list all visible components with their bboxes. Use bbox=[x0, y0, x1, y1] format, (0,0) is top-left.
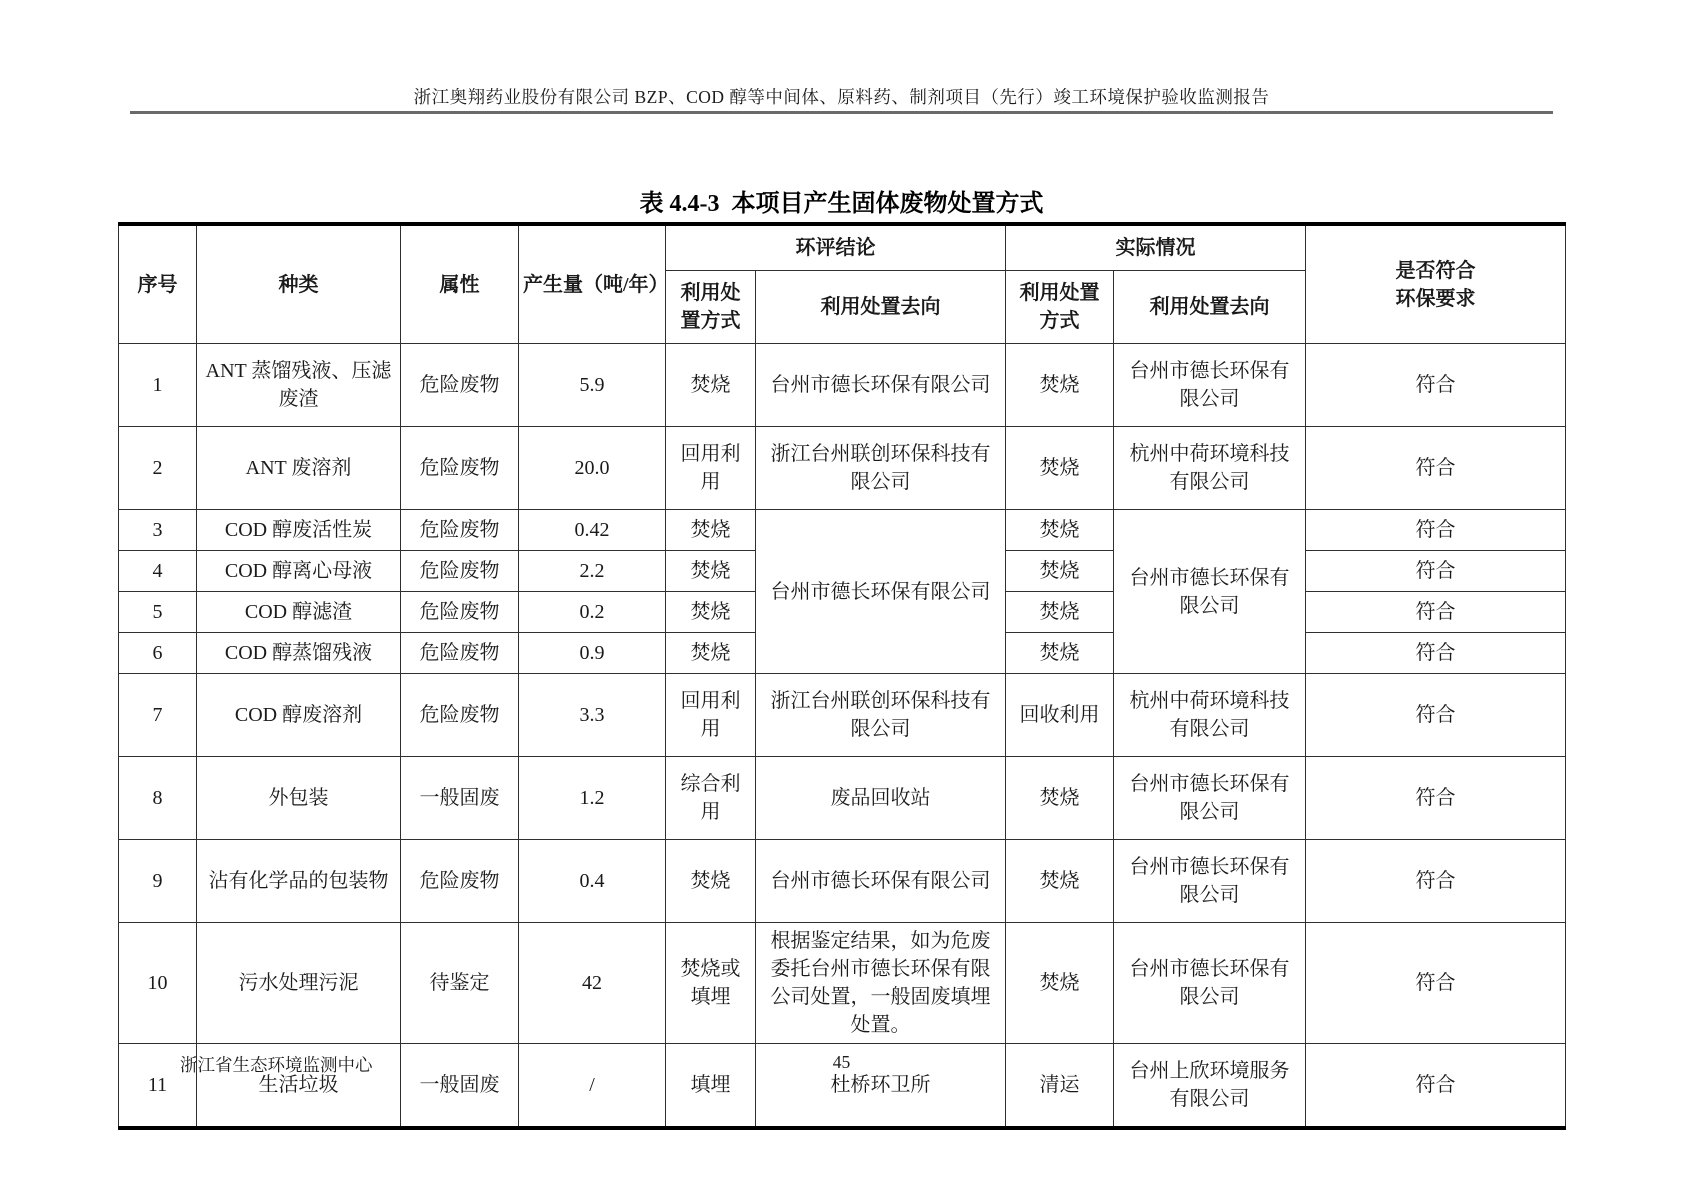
cell-kind: ANT 废溶剂 bbox=[197, 427, 401, 510]
cell-amount: 1.2 bbox=[519, 757, 666, 840]
col-header-eia-method: 利用处置方式 bbox=[666, 271, 756, 344]
cell-eia-destination: 废品回收站 bbox=[756, 757, 1006, 840]
cell-compliance: 符合 bbox=[1306, 510, 1566, 551]
cell-serial: 9 bbox=[119, 840, 197, 923]
cell-actual-method: 焚烧 bbox=[1006, 757, 1114, 840]
cell-compliance: 符合 bbox=[1306, 633, 1566, 674]
cell-actual-destination: 杭州中荷环境科技有限公司 bbox=[1114, 674, 1306, 757]
cell-eia-method: 综合利用 bbox=[666, 757, 756, 840]
cell-eia-destination: 浙江台州联创环保科技有限公司 bbox=[756, 674, 1006, 757]
cell-actual-destination: 台州市德长环保有限公司 bbox=[1114, 510, 1306, 674]
cell-actual-method: 焚烧 bbox=[1006, 551, 1114, 592]
cell-amount: 0.4 bbox=[519, 840, 666, 923]
cell-kind: 外包装 bbox=[197, 757, 401, 840]
cell-eia-destination: 台州市德长环保有限公司 bbox=[756, 344, 1006, 427]
table-row bbox=[119, 840, 1566, 923]
cell-serial: 8 bbox=[119, 757, 197, 840]
compliance-header-line-1: 是否符合 bbox=[1395, 259, 1476, 282]
cell-compliance: 符合 bbox=[1306, 427, 1566, 510]
cell-eia-method: 焚烧 bbox=[666, 510, 756, 551]
cell-attribute: 一般固废 bbox=[401, 1044, 519, 1129]
cell-actual-method: 焚烧 bbox=[1006, 427, 1114, 510]
cell-eia-method: 焚烧 bbox=[666, 633, 756, 674]
cell-kind: ANT 蒸馏残液、压滤废渣 bbox=[197, 344, 401, 427]
cell-serial: 5 bbox=[119, 592, 197, 633]
col-header-amount: 产生量（吨/年） bbox=[519, 224, 666, 344]
cell-attribute: 一般固废 bbox=[401, 757, 519, 840]
cell-amount: 20.0 bbox=[519, 427, 666, 510]
cell-attribute: 危险废物 bbox=[401, 551, 519, 592]
cell-eia-destination: 杜桥环卫所 bbox=[756, 1044, 1006, 1129]
solid-waste-disposal-table bbox=[118, 222, 1566, 1130]
cell-kind: 生活垃圾 bbox=[197, 1044, 401, 1129]
cell-actual-method: 回收利用 bbox=[1006, 674, 1114, 757]
col-header-compliance bbox=[1306, 224, 1566, 344]
cell-eia-destination: 根据鉴定结果，如为危废委托台州市德长环保有限公司处置，一般固废填埋处置。 bbox=[756, 923, 1006, 1044]
cell-eia-method: 焚烧 bbox=[666, 551, 756, 592]
cell-amount: 0.42 bbox=[519, 510, 666, 551]
cell-attribute: 危险废物 bbox=[401, 633, 519, 674]
cell-serial: 3 bbox=[119, 510, 197, 551]
cell-actual-destination: 台州市德长环保有限公司 bbox=[1114, 757, 1306, 840]
cell-actual-method: 焚烧 bbox=[1006, 344, 1114, 427]
cell-kind: 污水处理污泥 bbox=[197, 923, 401, 1044]
cell-kind: COD 醇废溶剂 bbox=[197, 674, 401, 757]
cell-eia-method: 回用利用 bbox=[666, 427, 756, 510]
cell-compliance: 符合 bbox=[1306, 923, 1566, 1044]
cell-actual-method: 焚烧 bbox=[1006, 592, 1114, 633]
cell-attribute: 危险废物 bbox=[401, 427, 519, 510]
cell-compliance: 符合 bbox=[1306, 1044, 1566, 1129]
cell-actual-destination: 杭州中荷环境科技有限公司 bbox=[1114, 427, 1306, 510]
table-row bbox=[119, 510, 1566, 551]
cell-compliance: 符合 bbox=[1306, 592, 1566, 633]
cell-attribute: 危险废物 bbox=[401, 840, 519, 923]
table-row bbox=[119, 674, 1566, 757]
col-header-serial: 序号 bbox=[119, 224, 197, 344]
cell-amount: 0.9 bbox=[519, 633, 666, 674]
cell-compliance: 符合 bbox=[1306, 344, 1566, 427]
cell-eia-destination: 台州市德长环保有限公司 bbox=[756, 840, 1006, 923]
cell-serial: 7 bbox=[119, 674, 197, 757]
cell-amount: 2.2 bbox=[519, 551, 666, 592]
col-group-header-actual: 实际情况 bbox=[1006, 224, 1306, 271]
report-header-title: 浙江奥翔药业股份有限公司 BZP、COD 醇等中间体、原料药、制剂项目（先行）竣工环境保护验收监测报告 bbox=[413, 87, 1270, 107]
cell-amount: 0.2 bbox=[519, 592, 666, 633]
col-header-actual-destination: 利用处置去向 bbox=[1114, 271, 1306, 344]
cell-eia-destination: 台州市德长环保有限公司 bbox=[756, 510, 1006, 674]
cell-actual-method: 清运 bbox=[1006, 1044, 1114, 1129]
cell-eia-method: 回用利用 bbox=[666, 674, 756, 757]
cell-actual-method: 焚烧 bbox=[1006, 633, 1114, 674]
cell-eia-destination: 浙江台州联创环保科技有限公司 bbox=[756, 427, 1006, 510]
table-row bbox=[119, 427, 1566, 510]
cell-kind: COD 醇蒸馏残液 bbox=[197, 633, 401, 674]
cell-serial: 1 bbox=[119, 344, 197, 427]
col-header-eia-destination: 利用处置去向 bbox=[756, 271, 1006, 344]
table-row bbox=[119, 344, 1566, 427]
cell-serial: 11 bbox=[119, 1044, 197, 1129]
header-rule bbox=[130, 111, 1553, 114]
cell-actual-destination: 台州市德长环保有限公司 bbox=[1114, 923, 1306, 1044]
cell-actual-method: 焚烧 bbox=[1006, 510, 1114, 551]
cell-serial: 10 bbox=[119, 923, 197, 1044]
col-header-attribute: 属性 bbox=[401, 224, 519, 344]
footer-org-name: 浙江省生态环境监测中心 bbox=[180, 1055, 373, 1075]
cell-actual-method: 焚烧 bbox=[1006, 923, 1114, 1044]
cell-eia-method: 焚烧 bbox=[666, 344, 756, 427]
col-header-actual-method: 利用处置方式 bbox=[1006, 271, 1114, 344]
cell-actual-destination: 台州市德长环保有限公司 bbox=[1114, 840, 1306, 923]
table-row bbox=[119, 923, 1566, 1044]
cell-actual-destination: 台州市德长环保有限公司 bbox=[1114, 344, 1306, 427]
cell-compliance: 符合 bbox=[1306, 551, 1566, 592]
cell-eia-method: 焚烧 bbox=[666, 840, 756, 923]
cell-kind: COD 醇废活性炭 bbox=[197, 510, 401, 551]
cell-serial: 6 bbox=[119, 633, 197, 674]
cell-amount: 42 bbox=[519, 923, 666, 1044]
cell-eia-method: 填埋 bbox=[666, 1044, 756, 1129]
table-header-row-1 bbox=[119, 224, 1566, 271]
cell-eia-method: 焚烧或填埋 bbox=[666, 923, 756, 1044]
cell-attribute: 危险废物 bbox=[401, 674, 519, 757]
cell-kind: 沾有化学品的包装物 bbox=[197, 840, 401, 923]
table-row bbox=[119, 757, 1566, 840]
cell-attribute: 危险废物 bbox=[401, 510, 519, 551]
cell-actual-destination: 台州上欣环境服务有限公司 bbox=[1114, 1044, 1306, 1129]
page-number: 45 bbox=[832, 1052, 851, 1072]
compliance-header-line-2: 环保要求 bbox=[1395, 287, 1476, 310]
table-title: 表 4.4-3 本项目产生固体废物处置方式 bbox=[639, 191, 1044, 217]
cell-attribute: 待鉴定 bbox=[401, 923, 519, 1044]
cell-serial: 4 bbox=[119, 551, 197, 592]
cell-actual-method: 焚烧 bbox=[1006, 840, 1114, 923]
cell-amount: 5.9 bbox=[519, 344, 666, 427]
cell-attribute: 危险废物 bbox=[401, 592, 519, 633]
cell-kind: COD 醇离心母液 bbox=[197, 551, 401, 592]
cell-compliance: 符合 bbox=[1306, 757, 1566, 840]
cell-amount: 3.3 bbox=[519, 674, 666, 757]
cell-serial: 2 bbox=[119, 427, 197, 510]
cell-compliance: 符合 bbox=[1306, 674, 1566, 757]
col-header-kind: 种类 bbox=[197, 224, 401, 344]
cell-eia-method: 焚烧 bbox=[666, 592, 756, 633]
cell-attribute: 危险废物 bbox=[401, 344, 519, 427]
cell-kind: COD 醇滤渣 bbox=[197, 592, 401, 633]
cell-amount: / bbox=[519, 1044, 666, 1129]
cell-compliance: 符合 bbox=[1306, 840, 1566, 923]
col-group-header-eia: 环评结论 bbox=[666, 224, 1006, 271]
